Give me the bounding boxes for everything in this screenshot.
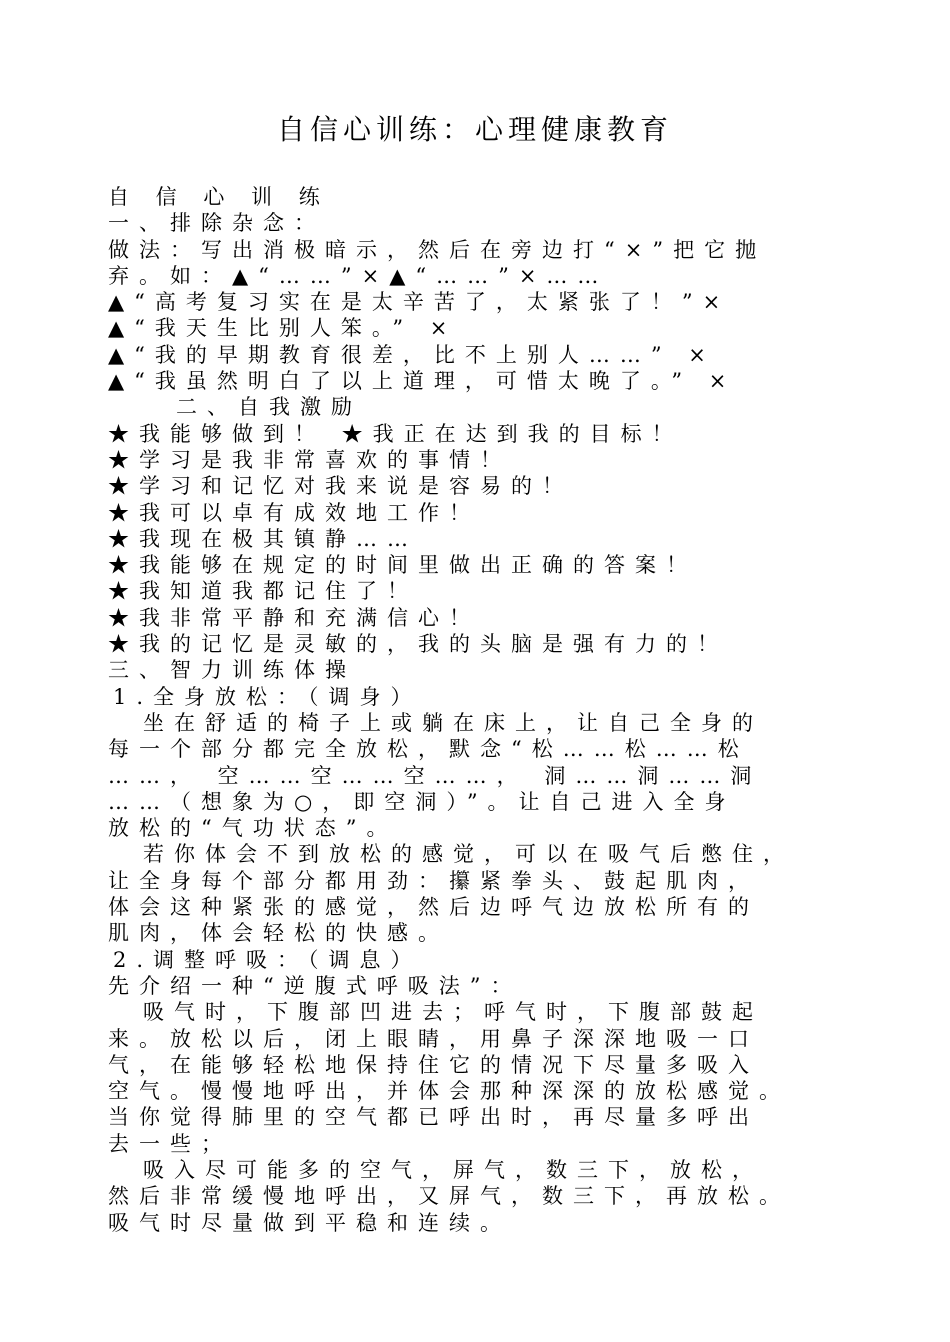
text-line: ……（想象为○，即空洞）”。让自己进入全身 xyxy=(108,789,736,814)
text-line: ▲“我虽然明白了以上道理，可惜太晚了。” × xyxy=(108,369,737,394)
text-line: 肌肉，体会轻松的快感。 xyxy=(108,921,449,946)
text-line: 做法：写出消极暗示，然后在旁边打“×”把它抛 xyxy=(108,237,767,262)
text-line: ★我能够在规定的时间里做出正确的答案！ xyxy=(108,553,697,578)
text-line: ▲“高考复习实在是太辛苦了，太紧张了！”× xyxy=(108,290,731,315)
document-body xyxy=(108,184,868,1236)
text-line: 让全身每个部分都用劲：攥紧拳头、鼓起肌肉， xyxy=(108,868,759,893)
document-title: 自信心训练：心理健康教育 xyxy=(276,113,673,146)
text-line: 先介绍一种“逆腹式呼吸法”： xyxy=(108,973,522,998)
text-line: ▲“我的早期教育很差，比不上别人……” × xyxy=(108,342,716,367)
text-line: 气，在能够轻松地保持住它的情况下尽量多吸入 xyxy=(108,1052,759,1077)
text-line: 去一些； xyxy=(108,1131,232,1156)
text-line: 若你体会不到放松的感觉，可以在吸气后憋住， xyxy=(143,842,794,867)
text-line: ★学习是我非常喜欢的事情！ xyxy=(108,447,511,472)
text-line: ★我知道我都记住了！ xyxy=(108,579,418,604)
text-line: 吸气时，下腹部凹进去；呼气时，下腹部鼓起 xyxy=(143,1000,763,1025)
text-line: 自 信 心 训 练 xyxy=(108,185,330,209)
text-line: 来。放松以后，闭上眼睛，用鼻子深深地吸一口 xyxy=(108,1026,759,1051)
text-line: ★学习和记忆对我来说是容易的！ xyxy=(108,474,573,499)
text-line: ★我可以卓有成效地工作！ xyxy=(108,500,480,525)
text-line: 然后非常缓慢地呼出，又屏气，数三下，再放松。 xyxy=(108,1184,790,1209)
text-line: 吸气时尽量做到平稳和连续。 xyxy=(108,1210,511,1235)
text-line: ▲“我天生比别人笨。” × xyxy=(108,316,458,341)
text-line: 坐在舒适的椅子上或躺在床上，让自己全身的 xyxy=(143,710,763,735)
text-line: 三、智力训练体操 xyxy=(108,658,356,683)
text-line: 弃。如：▲“……”×▲“……”×…… xyxy=(108,263,609,288)
text-line: 当你觉得肺里的空气都已呼出时，再尽量多呼出 xyxy=(108,1105,759,1130)
text-line: 2.调整呼吸：（调息） xyxy=(113,947,422,972)
text-line: 每一个部分都完全放松，默念“松……松……松 xyxy=(108,737,749,762)
text-line: ……， 空……空……空……， 洞……洞……洞 xyxy=(108,763,762,788)
text-line: 吸入尽可能多的空气，屏气，数三下，放松， xyxy=(143,1157,763,1182)
text-line: 放松的“气功状态”。 xyxy=(108,816,398,841)
text-line: 一、排除杂念： xyxy=(108,211,325,236)
text-line: 1.全身放松：（调身） xyxy=(113,684,422,709)
text-line: ★我现在极其镇静…… xyxy=(108,526,418,551)
text-line: ★我的记忆是灵敏的，我的头脑是强有力的！ xyxy=(108,632,728,657)
text-line: 空气。慢慢地呼出，并体会那种深深的放松感觉。 xyxy=(108,1079,790,1104)
text-line: 体会这种紧张的感觉，然后边呼气边放松所有的 xyxy=(108,895,759,920)
text-line: 二、自我激励 xyxy=(176,395,362,420)
text-line: ★我非常平静和充满信心！ xyxy=(108,605,480,630)
text-line: ★我能够做到！ ★我正在达到我的目标！ xyxy=(108,421,683,446)
